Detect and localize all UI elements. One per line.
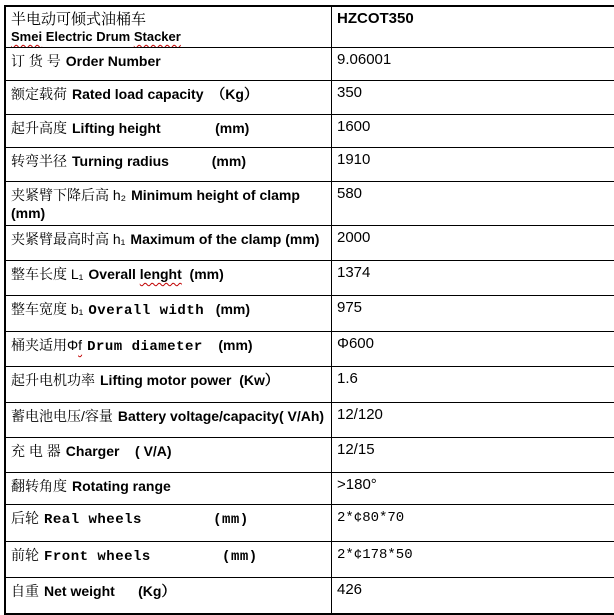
spec-value: 1910 bbox=[337, 151, 370, 168]
english-label: Net weight bbox=[44, 583, 115, 599]
table-row bbox=[5, 296, 614, 332]
unit-label: （Kg） bbox=[204, 86, 258, 102]
spec-value-cell bbox=[332, 226, 614, 261]
spec-label-cell bbox=[5, 578, 332, 614]
chinese-label: 订 货 号 bbox=[11, 53, 61, 69]
unit-label: (mm) bbox=[169, 153, 246, 169]
english-label: Front wheels bbox=[44, 549, 151, 565]
spec-label-cell bbox=[5, 296, 332, 332]
unit-label: (mm) bbox=[182, 266, 224, 282]
table-row bbox=[5, 473, 614, 505]
table-row bbox=[5, 578, 614, 614]
spec-value-cell bbox=[332, 578, 614, 614]
chinese-label: 额定载荷 bbox=[11, 86, 67, 102]
spec-value: 1600 bbox=[337, 118, 370, 135]
spec-sheet bbox=[4, 5, 608, 600]
chinese-label: 自重 bbox=[11, 583, 39, 599]
spec-value: 1.6 bbox=[337, 370, 358, 387]
chinese-label: 翻转角度 bbox=[11, 478, 67, 494]
english-label: Minimum height of clamp bbox=[131, 187, 300, 203]
spec-label-cell bbox=[5, 473, 332, 505]
spec-value: >180° bbox=[337, 476, 377, 493]
spec-label-cell bbox=[5, 115, 332, 148]
unit-label: (Kw） bbox=[231, 372, 278, 388]
spec-value-cell bbox=[332, 438, 614, 473]
table-row bbox=[5, 261, 614, 296]
table-row bbox=[5, 438, 614, 473]
table-row bbox=[5, 226, 614, 261]
spec-label-cell bbox=[5, 48, 332, 81]
spec-label-cell bbox=[5, 332, 332, 367]
spec-value: 9.06001 bbox=[337, 51, 391, 68]
spec-value: 350 bbox=[337, 84, 362, 101]
spec-value-cell bbox=[332, 81, 614, 115]
spellcheck-word: f bbox=[78, 337, 82, 353]
chinese-label: 前轮 bbox=[11, 547, 39, 563]
spec-value-cell bbox=[332, 148, 614, 182]
spec-value-cell bbox=[332, 542, 614, 578]
spec-value: 12/15 bbox=[337, 441, 375, 458]
chinese-label: 起升高度 bbox=[11, 120, 67, 136]
english-label: Maximum of the clamp bbox=[130, 231, 281, 247]
english-label: Overall width bbox=[88, 303, 204, 319]
spec-value: 2000 bbox=[337, 229, 370, 246]
spellcheck-word: lenght bbox=[140, 266, 182, 282]
spec-value: 2*¢80*70 bbox=[337, 510, 404, 526]
spec-value: 1374 bbox=[337, 264, 370, 281]
spec-label-cell bbox=[5, 367, 332, 403]
title-en-mid: Electric Drum bbox=[42, 29, 134, 44]
product-title-cell bbox=[5, 6, 332, 48]
product-title-en bbox=[11, 29, 327, 45]
spec-label-cell bbox=[5, 182, 332, 226]
unit-label: (mm) bbox=[142, 512, 249, 528]
english-label: Turning radius bbox=[72, 153, 169, 169]
spec-value-cell bbox=[332, 182, 614, 226]
chinese-label: 充 电 器 bbox=[11, 443, 61, 459]
table-row bbox=[5, 505, 614, 542]
table-row bbox=[5, 48, 614, 81]
spec-label-cell bbox=[5, 438, 332, 473]
unit-label: (mm) bbox=[151, 549, 258, 565]
unit-label: (mm) bbox=[281, 231, 319, 247]
english-label: Lifting motor power bbox=[100, 372, 231, 388]
english-label: Rotating range bbox=[72, 478, 171, 494]
unit-label: (mm) bbox=[161, 120, 250, 136]
spellcheck-word: Smei bbox=[11, 29, 42, 44]
chinese-label: 夹紧臂下降后高 h₂ bbox=[11, 187, 126, 203]
spec-value-cell bbox=[332, 367, 614, 403]
unit-label: (mm) bbox=[203, 337, 253, 353]
product-title-cn: 半电动可倾式油桶车 bbox=[11, 10, 327, 29]
english-label: Battery voltage/capacity bbox=[118, 408, 279, 424]
chinese-label: 后轮 bbox=[11, 510, 39, 526]
english-label: Real wheels bbox=[44, 512, 142, 528]
table-row bbox=[5, 403, 614, 438]
spec-value-cell bbox=[332, 261, 614, 296]
chinese-label: 整车长度 L₁ bbox=[11, 266, 83, 282]
spec-value-cell bbox=[332, 505, 614, 542]
table-row bbox=[5, 115, 614, 148]
unit-label: (Kg） bbox=[115, 583, 176, 599]
english-label: Drum diameter bbox=[87, 339, 203, 355]
chinese-label bbox=[11, 337, 82, 353]
spec-label-cell bbox=[5, 505, 332, 542]
chinese-label-text: 桶夹适用Φ bbox=[11, 337, 78, 353]
spec-label-cell bbox=[5, 226, 332, 261]
spellcheck-word: Stacker bbox=[134, 29, 181, 44]
unit-label: (mm) bbox=[204, 301, 250, 317]
spec-value: Φ600 bbox=[337, 335, 374, 352]
spec-value-cell bbox=[332, 48, 614, 81]
spec-value-cell bbox=[332, 115, 614, 148]
spec-label-cell bbox=[5, 148, 332, 182]
spec-label-cell bbox=[5, 81, 332, 115]
spec-value-cell bbox=[332, 473, 614, 505]
table-row bbox=[5, 148, 614, 182]
table-row bbox=[5, 182, 614, 226]
spec-value-cell bbox=[332, 332, 614, 367]
spec-table bbox=[4, 5, 614, 615]
english-label: Charger bbox=[66, 443, 120, 459]
table-row bbox=[5, 542, 614, 578]
spec-value-cell bbox=[332, 403, 614, 438]
english-label: Lifting height bbox=[72, 120, 161, 136]
chinese-label: 夹紧臂最高时高 h₁ bbox=[11, 231, 125, 247]
spec-value: 426 bbox=[337, 581, 362, 598]
table-row bbox=[5, 332, 614, 367]
spec-value: 2*¢178*50 bbox=[337, 547, 413, 563]
unit-label: ( V/Ah) bbox=[279, 408, 324, 424]
spec-label-cell bbox=[5, 403, 332, 438]
spec-value: 975 bbox=[337, 299, 362, 316]
model-number-cell bbox=[332, 6, 614, 48]
table-row-header bbox=[5, 6, 614, 48]
unit-label: ( V/A) bbox=[119, 443, 171, 459]
spec-label-cell bbox=[5, 261, 332, 296]
model-number: HZCOT350 bbox=[337, 10, 414, 27]
english-label bbox=[88, 266, 181, 282]
table-row bbox=[5, 81, 614, 115]
spec-value: 12/120 bbox=[337, 406, 383, 423]
spec-value-cell bbox=[332, 296, 614, 332]
english-label-pre: Overall bbox=[88, 266, 139, 282]
spec-value: 580 bbox=[337, 185, 362, 202]
chinese-label: 蓄电池电压/容量 bbox=[11, 408, 113, 424]
chinese-label: 整车宽度 b₁ bbox=[11, 301, 83, 317]
chinese-label: 转弯半径 bbox=[11, 153, 67, 169]
unit-label: (mm) bbox=[11, 187, 304, 221]
spec-label-cell bbox=[5, 542, 332, 578]
table-row bbox=[5, 367, 614, 403]
chinese-label: 起升电机功率 bbox=[11, 372, 95, 388]
english-label: Order Number bbox=[66, 53, 161, 69]
english-label: Rated load capacity bbox=[72, 86, 204, 102]
